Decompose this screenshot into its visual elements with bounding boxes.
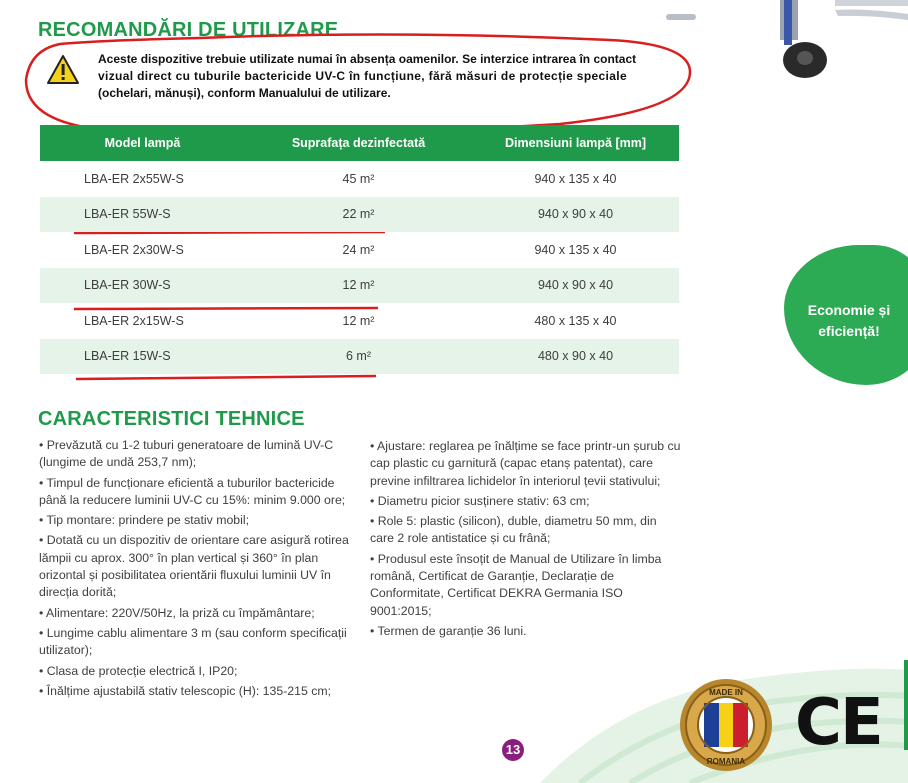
header-dimensions: Dimensiuni lampă [mm]: [472, 125, 679, 161]
cell-model: LBA-ER 55W-S: [40, 197, 245, 233]
cell-surface: 6 m²: [245, 339, 472, 375]
header-surface: Suprafața dezinfectată: [245, 125, 472, 161]
recommendations-title: RECOMANDĂRI DE UTILIZARE: [38, 19, 339, 41]
cell-model: LBA-ER 15W-S: [40, 339, 245, 375]
technical-title: CARACTERISTICI TEHNICE: [38, 408, 305, 430]
cell-dimensions: 480 x 135 x 40: [534, 313, 617, 328]
table-row: [40, 161, 679, 197]
list-item: • Ajustare: reglarea pe înălțime se face printr-un șurub cu cap plastic cu garnitură (capac etanș patentat), care previne infiltrarea lichidelor în interiorul țevii stativului;: [370, 439, 681, 488]
cell-dimensions: 940 x 90 x 40: [472, 197, 679, 233]
warning-line: (ochelari, mănuși), conform Manualului de utilizare.: [98, 86, 391, 100]
cell-dimensions: 940 x 135 x 40: [534, 171, 617, 186]
cell-surface: 24 m²: [342, 242, 375, 257]
table-row: [40, 197, 679, 233]
cell-model: LBA-ER 30W-S: [40, 268, 245, 304]
seal-bottom-text: ROMANIA: [706, 757, 746, 766]
warning-line: Aceste dispozitive trebuie utilizate numai în absența oamenilor. Se interzice intrarea în contact: [98, 52, 637, 66]
table-row: [40, 303, 679, 339]
list-item: • Prevăzută cu 1-2 tuburi generatoare de lumină UV-C (lungime de undă 253,7 nm);: [39, 438, 334, 470]
list-item: • Tip montare: prindere pe stativ mobil;: [39, 513, 250, 528]
seal-top-text: MADE IN: [709, 688, 743, 697]
list-item: • Înălțime ajustabilă stativ telescopic (H): 135-215 cm;: [39, 683, 332, 698]
cell-dimensions: 940 x 90 x 40: [472, 268, 679, 304]
cell-model: LBA-ER 2x55W-S: [84, 171, 184, 186]
cell-surface: 12 m²: [342, 313, 375, 328]
cell-surface: 22 m²: [245, 197, 472, 233]
warning-line: vizual direct cu tuburile bactericide UV-C în funcțiune, fără măsuri de protecție speciale: [98, 69, 627, 83]
table-row: [40, 339, 679, 375]
lamp-spec-table: [40, 125, 679, 374]
cell-surface: 12 m²: [245, 268, 472, 304]
ce-mark-icon: CE: [795, 686, 882, 760]
cell-model: LBA-ER 2x30W-S: [84, 242, 184, 257]
table-row: [40, 268, 679, 304]
list-item: • Alimentare: 220V/50Hz, la priză cu împământare;: [39, 605, 315, 620]
list-item: • Diametru picior susținere stativ: 63 cm;: [370, 493, 590, 508]
table-row: [40, 232, 679, 268]
page-number: 13: [502, 739, 524, 761]
table-header-row: [40, 125, 679, 161]
list-item: • Termen de garanție 36 luni.: [370, 623, 527, 638]
list-item: • Lungime cablu alimentare 3 m (sau conform specificații utilizator);: [39, 625, 347, 658]
header-model: Model lampă: [40, 125, 245, 161]
list-item: • Role 5: plastic (silicon), duble, diametru 50 mm, din care 2 role antistatice și cu frână;: [370, 514, 657, 546]
list-item: • Dotată cu un dispozitiv de orientare care asigură rotirea lămpii cu aprox. 300° în plan vertical și 360° în plan orizontal și posibilitatea orientării fluxului luminii UV în direcția dorită;: [39, 533, 349, 600]
badge-line: Economie și: [807, 302, 891, 318]
list-item: • Produsul este însoțit de Manual de Utilizare în limba română, Certificat de Garanție, Declarație de Conformitate, Certificat DEKRA Germania ISO 9001:2015;: [370, 551, 662, 618]
technical-right-list: [370, 438, 682, 643]
cell-dimensions: 940 x 135 x 40: [534, 242, 617, 257]
made-in-romania-seal: [678, 677, 774, 773]
economy-badge-text: [790, 300, 908, 342]
cell-dimensions: 480 x 90 x 40: [472, 339, 679, 375]
list-item: • Timpul de funcționare eficientă a tuburilor bactericide până la reducere luminii UV-C cu 15%: minim 9.000 ore;: [39, 475, 346, 507]
badge-line: eficiență!: [818, 323, 880, 339]
technical-left-list: [39, 437, 361, 703]
cell-model: LBA-ER 2x15W-S: [84, 313, 184, 328]
cell-surface: 45 m²: [342, 171, 375, 186]
list-item: • Clasa de protecție electrică I, IP20;: [39, 663, 238, 678]
